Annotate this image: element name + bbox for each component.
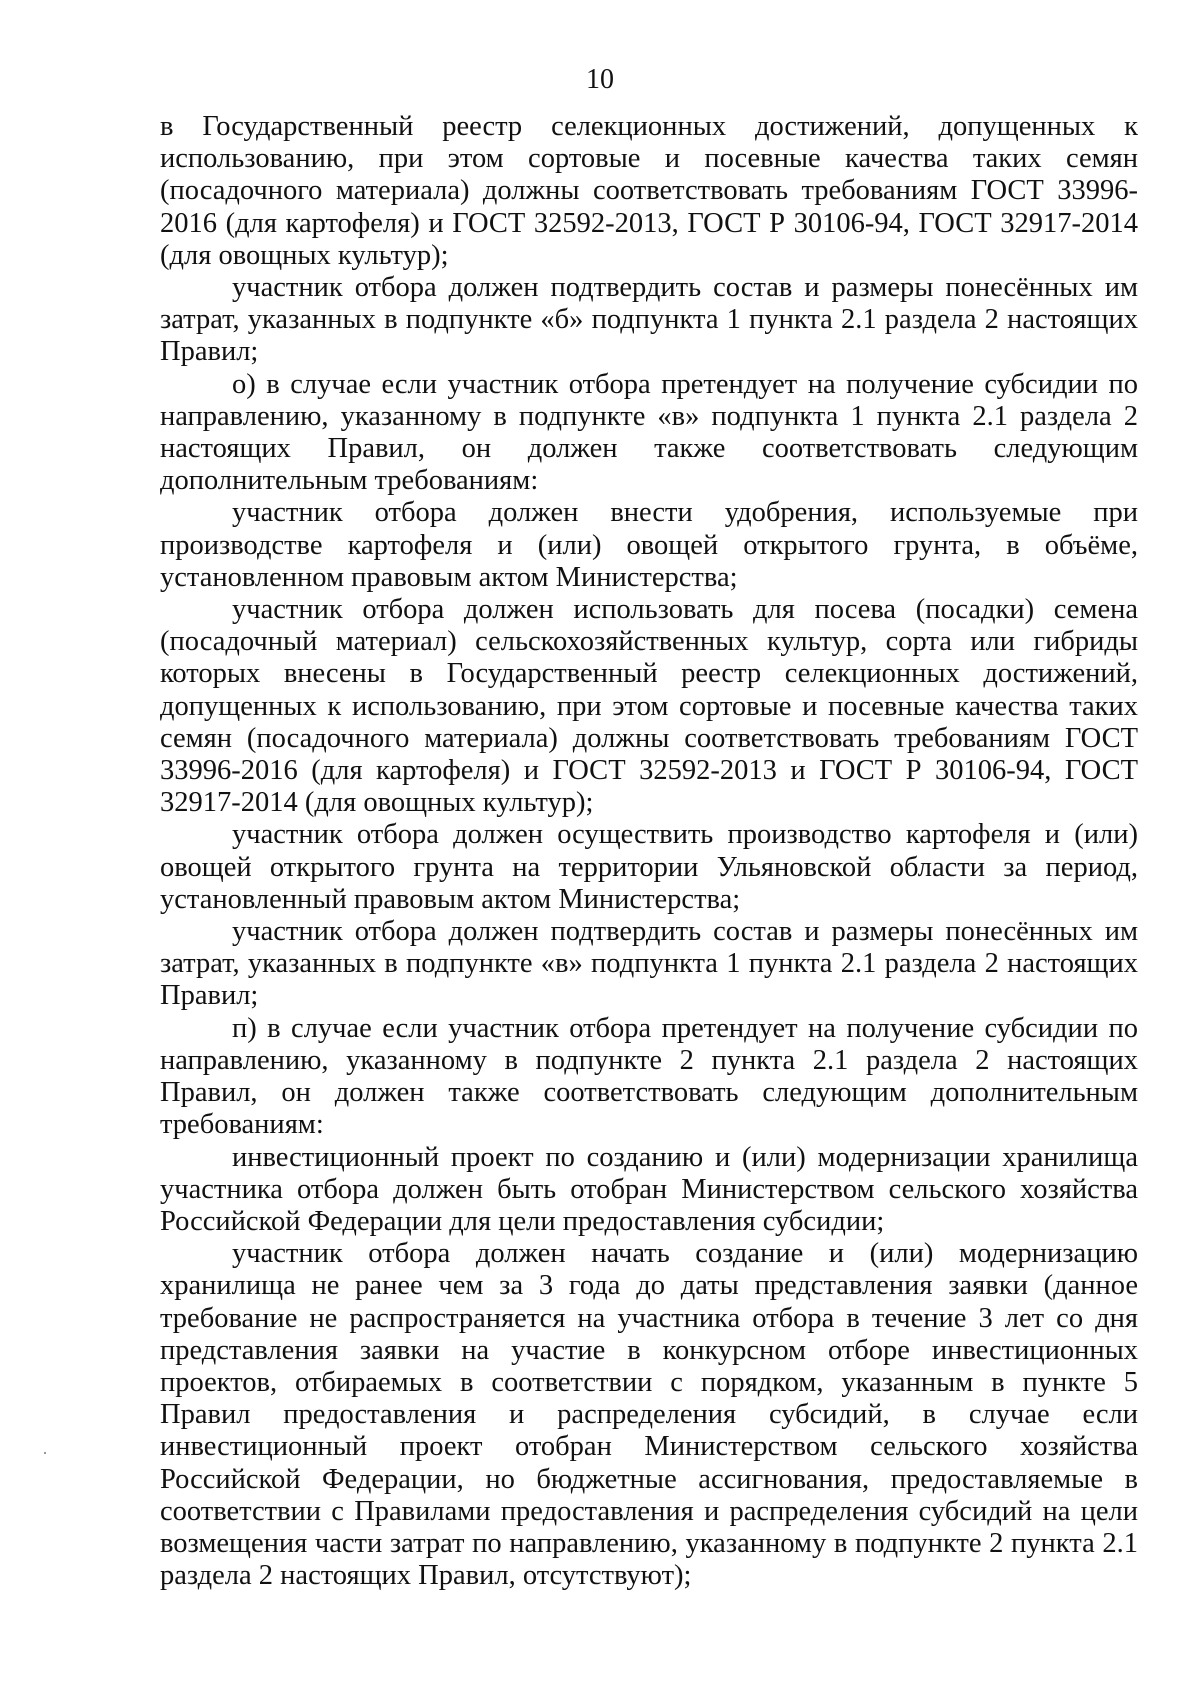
paragraph: участник отбора должен подтвердить состав и размеры понесённых им затрат, указанных в подпункте «б» подпункта 1 пункта 2.1 раздела 2 настоящих Правил;	[160, 272, 1138, 368]
document-body	[160, 111, 1138, 1592]
paragraph: инвестиционный проект по созданию и (или) модернизации хранилища участника отбора должен быть отобран Министерством сельского хозяйства Российской Федерации для цели предоставления субсидии;	[160, 1141, 1138, 1237]
paragraph: участник отбора должен использовать для посева (посадки) семена (посадочный материал) сельскохозяйственных культур, сорта или гибриды которых внесены в Государственный реестр селекционных достижений, допущенных к использованию, при этом сортовые и посевные качества таких семян (посадочного материала) должны соответствовать требованиям ГОСТ 33996-2016 (для картофеля) и ГОСТ 32592-2013 и ГОСТ Р 30106-94, ГОСТ 32917-2014 (для овощных культур);	[160, 594, 1138, 819]
paragraph: участник отбора должен начать создание и (или) модернизацию хранилища не ранее чем за 3 года до даты представления заявки (данное требование не распространяется на участника отбора в течение 3 лет со дня представления заявки на участие в конкурсном отборе инвестиционных проектов, отбираемых в соответствии с порядком, указанным в пункте 5 Правил предоставления и распределения субсидий, в случае если инвестиционный проект отобран Министерством сельского хозяйства Российской Федерации, но бюджетные ассигнования, предоставляемые в соответствии с Правилами предоставления и распределения субсидий на цели возмещения части затрат по направлению, указанному в подпункте 2 пункта 2.1 раздела 2 настоящих Правил, отсутствуют);	[160, 1238, 1138, 1592]
paragraph-item-o: о) в случае если участник отбора претендует на получение субсидии по направлению, указанному в подпункте «в» подпункта 1 пункта 2.1 раздела 2 настоящих Правил, он должен также соответствовать следующим дополнительным требованиям:	[160, 368, 1138, 497]
paragraph: участник отбора должен подтвердить состав и размеры понесённых им затрат, указанных в подпункте «в» подпункта 1 пункта 2.1 раздела 2 настоящих Правил;	[160, 916, 1138, 1012]
page-number: 10	[586, 64, 614, 95]
paragraph: участник отбора должен внести удобрения, используемые при производстве картофеля и (или) овощей открытого грунта, в объёме, установленном правовым актом Министерства;	[160, 497, 1138, 593]
paragraph-continuation: в Государственный реестр селекционных достижений, допущенных к использованию, при этом сортовые и посевные качества таких семян (посадочного материала) должны соответствовать требованиям ГОСТ 33996-2016 (для картофеля) и ГОСТ 32592-2013, ГОСТ Р 30106-94, ГОСТ 32917-2014 (для овощных культур);	[160, 111, 1138, 271]
paragraph-item-p: п) в случае если участник отбора претендует на получение субсидии по направлению, указанному в подпункте 2 пункта 2.1 раздела 2 настоящих Правил, он должен также соответствовать следующим дополнительным требованиям:	[160, 1012, 1138, 1141]
scan-speck	[44, 1452, 46, 1454]
paragraph: участник отбора должен осуществить производство картофеля и (или) овощей открытого грунта на территории Ульяновской области за период, установленный правовым актом Министерства;	[160, 819, 1138, 915]
